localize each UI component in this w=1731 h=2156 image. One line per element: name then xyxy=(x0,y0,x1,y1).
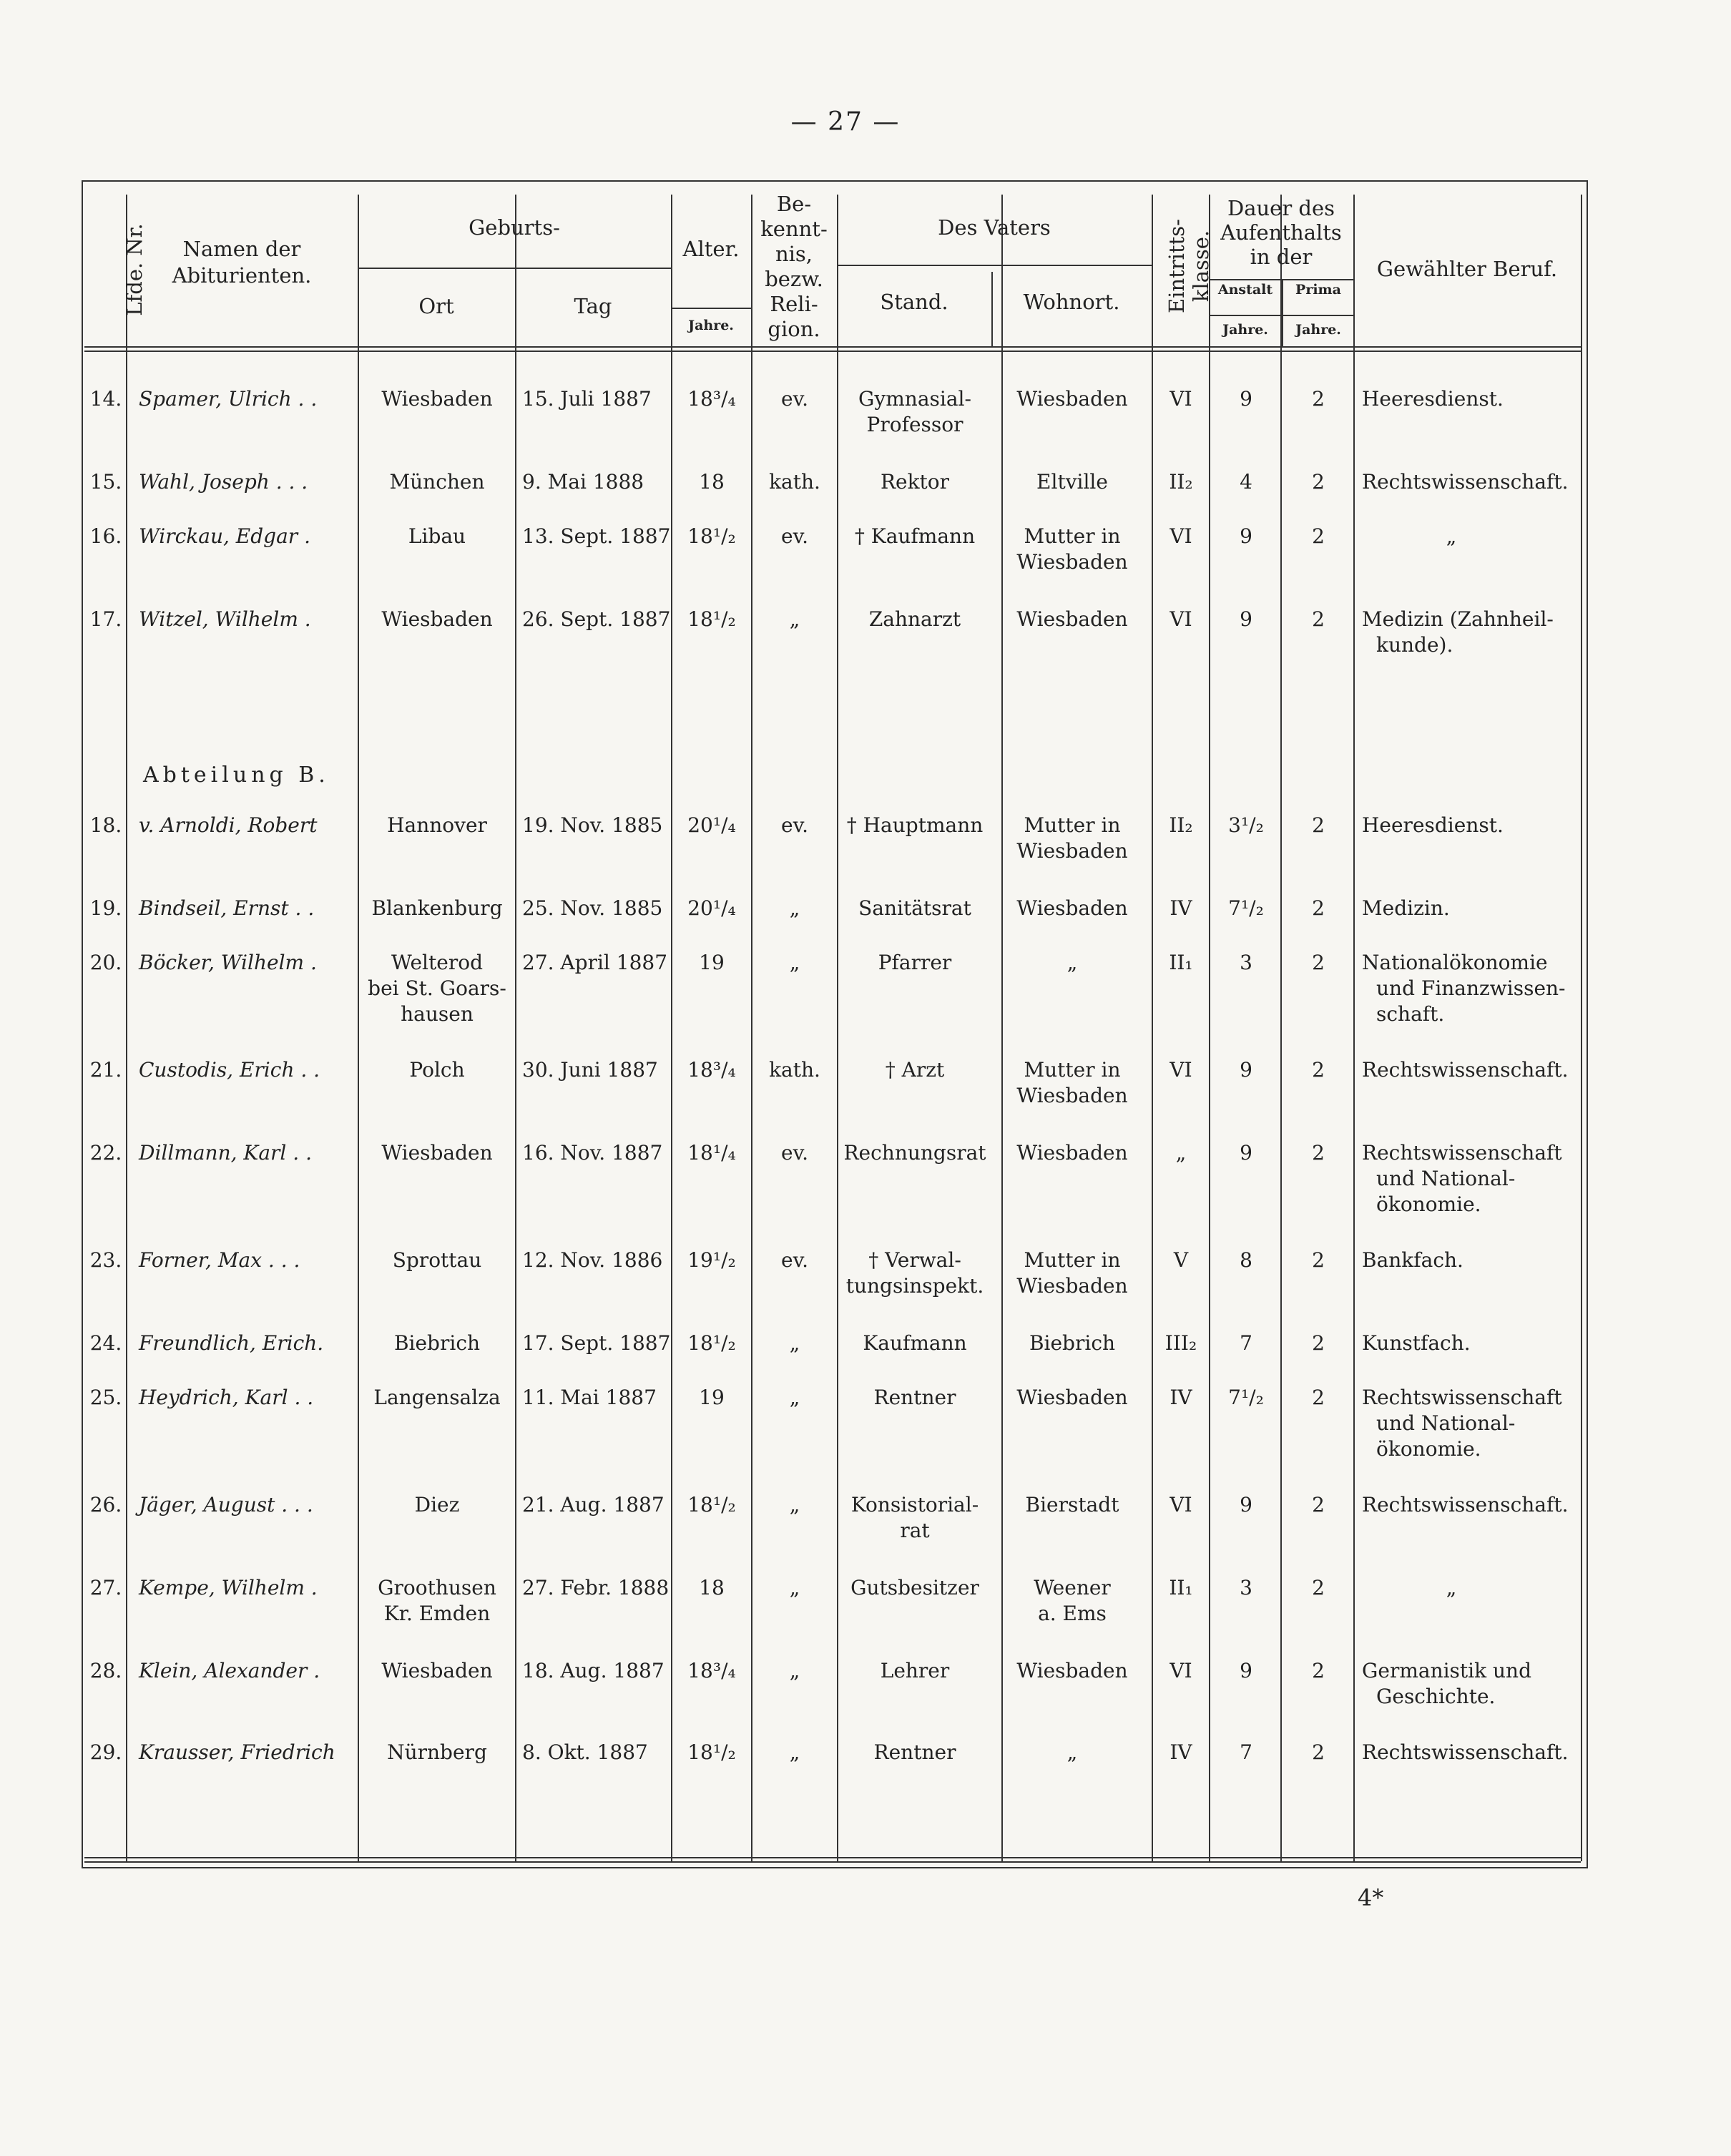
father-stand: † Arzt xyxy=(885,1058,945,1082)
religion: ev. xyxy=(781,813,808,837)
header-dauer-aufenthalt: Dauer des Aufenthalts in der xyxy=(1220,196,1342,269)
header-rule xyxy=(671,308,751,309)
religion: ev. xyxy=(781,387,808,411)
chosen-profession: Rechtswissenschaft. xyxy=(1362,1493,1569,1516)
years-anstalt: 9 xyxy=(1240,607,1252,631)
birth-date: 25. Nov. 1885 xyxy=(522,896,663,920)
birth-place: Diez xyxy=(414,1493,460,1516)
header-rule xyxy=(358,268,671,269)
father-stand: † Hauptmann xyxy=(846,813,984,837)
father-stand: Pfarrer xyxy=(878,951,952,974)
birth-date: 21. Aug. 1887 xyxy=(522,1493,665,1516)
religion: kath. xyxy=(769,1058,820,1082)
years-prima: 2 xyxy=(1312,1576,1325,1599)
birth-date: 12. Nov. 1886 xyxy=(522,1248,663,1272)
abiturient-name: Freundlich, Erich. xyxy=(139,1331,324,1355)
chosen-profession: Germanistik und Geschichte. xyxy=(1362,1659,1531,1708)
footer-signature-mark: 4* xyxy=(1358,1884,1384,1911)
chosen-profession: Rechtswissenschaft und National- ökonomie. xyxy=(1362,1386,1562,1461)
religion: „ xyxy=(789,951,800,974)
entry-class: II₂ xyxy=(1169,470,1193,494)
birth-place: Wiesbaden xyxy=(381,607,493,631)
age: 18¹/₂ xyxy=(687,1740,736,1764)
age: 19 xyxy=(699,951,725,974)
chosen-profession: Rechtswissenschaft und National- ökonomie. xyxy=(1362,1141,1562,1216)
religion: „ xyxy=(789,1576,800,1599)
column-rule xyxy=(1280,195,1282,1861)
entry-class: „ xyxy=(1175,1141,1187,1165)
years-prima: 2 xyxy=(1312,1740,1325,1764)
age: 18¹/₄ xyxy=(687,1141,736,1165)
birth-place: Biebrich xyxy=(393,1331,481,1355)
father-wohnort: Wiesbaden xyxy=(1016,607,1128,631)
header-stand: Stand. xyxy=(880,290,948,314)
birth-date: 16. Nov. 1887 xyxy=(522,1141,663,1165)
father-wohnort: Mutter in Wiesbaden xyxy=(1016,524,1128,574)
entry-class: V xyxy=(1173,1248,1189,1272)
table-right-rule xyxy=(1581,195,1582,1861)
entry-class: VI xyxy=(1169,387,1192,411)
row-number: 28. xyxy=(89,1659,122,1682)
abiturient-name: Wahl, Joseph . . . xyxy=(139,470,308,494)
age: 19¹/₂ xyxy=(687,1248,736,1272)
birth-place: Wiesbaden xyxy=(381,1659,493,1682)
years-anstalt: 9 xyxy=(1240,387,1252,411)
birth-place: Sprottau xyxy=(392,1248,482,1272)
father-wohnort: Mutter in Wiesbaden xyxy=(1016,1248,1128,1298)
row-number: 21. xyxy=(89,1058,122,1082)
birth-date: 8. Okt. 1887 xyxy=(522,1740,648,1764)
years-anstalt: 4 xyxy=(1240,470,1252,494)
chosen-profession: Rechtswissenschaft. xyxy=(1362,470,1569,494)
religion: „ xyxy=(789,1740,800,1764)
years-anstalt: 7 xyxy=(1240,1331,1252,1355)
father-stand: † Kaufmann xyxy=(854,524,976,548)
row-number: 17. xyxy=(89,607,122,631)
father-stand: Kaufmann xyxy=(863,1331,967,1355)
row-number: 18. xyxy=(89,813,122,837)
age: 18¹/₂ xyxy=(687,1493,736,1516)
years-prima: 2 xyxy=(1312,1058,1325,1082)
religion: „ xyxy=(789,1493,800,1516)
religion: kath. xyxy=(769,470,820,494)
birth-date: 18. Aug. 1887 xyxy=(522,1659,665,1682)
age: 18¹/₂ xyxy=(687,524,736,548)
row-number: 22. xyxy=(89,1141,122,1165)
chosen-profession: Heeresdienst. xyxy=(1362,813,1504,837)
chosen-profession: Bankfach. xyxy=(1362,1248,1463,1272)
row-number: 26. xyxy=(89,1493,122,1516)
abiturient-name: Spamer, Ulrich . . xyxy=(139,387,318,411)
row-number: 24. xyxy=(89,1331,122,1355)
abiturient-name: Bindseil, Ernst . . xyxy=(139,896,315,920)
row-number: 29. xyxy=(89,1740,122,1764)
row-number: 19. xyxy=(89,896,122,920)
age: 20¹/₄ xyxy=(687,813,736,837)
abiturient-name: Kempe, Wilhelm . xyxy=(139,1576,318,1599)
entry-class: VI xyxy=(1169,1659,1192,1682)
row-number: 16. xyxy=(89,524,122,548)
father-wohnort: Bierstadt xyxy=(1025,1493,1119,1516)
age: 18³/₄ xyxy=(687,1659,736,1682)
entry-class: VI xyxy=(1169,607,1192,631)
birth-place: Wiesbaden xyxy=(381,387,493,411)
entry-class: VI xyxy=(1169,524,1192,548)
age: 18³/₄ xyxy=(687,1058,736,1082)
entry-class: III₂ xyxy=(1164,1331,1197,1355)
years-anstalt: 9 xyxy=(1240,1493,1252,1516)
column-rule xyxy=(837,195,838,1861)
page-number: — 27 — xyxy=(790,107,901,137)
column-rule xyxy=(1209,195,1210,1861)
years-prima: 2 xyxy=(1312,951,1325,974)
abiturient-name: Witzel, Wilhelm . xyxy=(139,607,311,631)
years-anstalt: 7¹/₂ xyxy=(1228,896,1264,920)
years-prima: 2 xyxy=(1312,1493,1325,1516)
column-rule xyxy=(751,195,752,1861)
age: 18¹/₂ xyxy=(687,1331,736,1355)
birth-place: Libau xyxy=(408,524,466,548)
abiturient-name: Krausser, Friedrich xyxy=(139,1740,335,1764)
father-wohnort: Wiesbaden xyxy=(1016,1386,1128,1409)
years-anstalt: 9 xyxy=(1240,1659,1252,1682)
years-prima: 2 xyxy=(1312,607,1325,631)
header-prima-jahre: Jahre. xyxy=(1295,322,1341,338)
years-prima: 2 xyxy=(1312,1659,1325,1682)
table-bottom-rule xyxy=(84,1861,1581,1863)
abiturienten-table xyxy=(83,183,1585,1867)
birth-place: Nürnberg xyxy=(387,1740,487,1764)
years-anstalt: 3 xyxy=(1240,951,1252,974)
header-bottom-rule xyxy=(84,346,1581,348)
birth-date: 19. Nov. 1885 xyxy=(522,813,663,837)
age: 18 xyxy=(699,1576,725,1599)
father-wohnort: Wiesbaden xyxy=(1016,896,1128,920)
age: 18¹/₂ xyxy=(687,607,736,631)
birth-place: Polch xyxy=(409,1058,465,1082)
years-anstalt: 7¹/₂ xyxy=(1228,1386,1264,1409)
birth-date: 30. Juni 1887 xyxy=(522,1058,658,1082)
abiturient-name: Forner, Max . . . xyxy=(139,1248,300,1272)
religion: „ xyxy=(789,607,800,631)
header-anstalt: Anstalt xyxy=(1217,282,1273,298)
father-wohnort: Eltville xyxy=(1036,470,1108,494)
entry-class: II₁ xyxy=(1169,1576,1193,1599)
row-number: 14. xyxy=(89,387,122,411)
header-gewaehlter-beruf: Gewählter Beruf. xyxy=(1376,257,1558,281)
chosen-profession: Heeresdienst. xyxy=(1362,387,1504,411)
father-wohnort: Wiesbaden xyxy=(1016,1659,1128,1682)
father-wohnort: Wiesbaden xyxy=(1016,387,1128,411)
row-number: 20. xyxy=(89,951,122,974)
years-anstalt: 9 xyxy=(1240,1058,1252,1082)
father-stand: Zahnarzt xyxy=(868,607,961,631)
father-wohnort: „ xyxy=(1066,951,1078,974)
header-rule xyxy=(837,265,1152,266)
age: 18 xyxy=(699,470,725,494)
father-stand: Konsistorial- rat xyxy=(850,1493,979,1542)
header-alter: Alter. xyxy=(682,237,740,261)
father-wohnort: Mutter in Wiesbaden xyxy=(1016,813,1128,863)
religion: „ xyxy=(789,1386,800,1409)
chosen-profession: Rechtswissenschaft. xyxy=(1362,1058,1569,1082)
birth-date: 15. Juli 1887 xyxy=(522,387,652,411)
header-anstalt-jahre: Jahre. xyxy=(1222,322,1268,338)
years-prima: 2 xyxy=(1312,387,1325,411)
religion: „ xyxy=(789,1659,800,1682)
row-number: 25. xyxy=(89,1386,122,1409)
years-anstalt: 8 xyxy=(1240,1248,1252,1272)
years-anstalt: 7 xyxy=(1240,1740,1252,1764)
chosen-profession: Medizin (Zahnheil- kunde). xyxy=(1362,607,1554,657)
header-namen: Namen der Abiturienten. xyxy=(172,237,312,288)
father-stand: Sanitätsrat xyxy=(858,896,971,920)
religion: ev. xyxy=(781,524,808,548)
years-anstalt: 3 xyxy=(1240,1576,1252,1599)
father-stand: Gymnasial- Professor xyxy=(858,387,971,436)
chosen-profession: Rechtswissenschaft. xyxy=(1362,1740,1569,1764)
father-stand: Rektor xyxy=(880,470,950,494)
years-prima: 2 xyxy=(1312,1141,1325,1165)
father-stand: Rechnungsrat xyxy=(843,1141,986,1165)
father-wohnort: Weener a. Ems xyxy=(1034,1576,1111,1625)
table-bottom-rule xyxy=(84,1857,1581,1858)
religion: ev. xyxy=(781,1248,808,1272)
years-prima: 2 xyxy=(1312,896,1325,920)
chosen-profession: Nationalökonomie und Finanzwissen- schaft. xyxy=(1362,951,1566,1026)
father-stand: Rentner xyxy=(873,1386,956,1409)
father-stand: Lehrer xyxy=(880,1659,950,1682)
chosen-profession: Kunstfach. xyxy=(1362,1331,1471,1355)
column-rule xyxy=(515,195,516,1861)
birth-date: 26. Sept. 1887 xyxy=(522,607,671,631)
father-wohnort: „ xyxy=(1066,1740,1078,1764)
birth-date: 9. Mai 1888 xyxy=(522,470,644,494)
header-wohnort: Wohnort. xyxy=(1023,290,1120,314)
religion: „ xyxy=(789,1331,800,1355)
birth-place: Langensalza xyxy=(373,1386,501,1409)
years-prima: 2 xyxy=(1312,813,1325,837)
entry-class: IV xyxy=(1169,1386,1192,1409)
section-label-abteilung-b: Abteilung B. xyxy=(143,763,330,788)
birth-date: 27. Febr. 1888 xyxy=(522,1576,670,1599)
years-prima: 2 xyxy=(1312,1248,1325,1272)
years-prima: 2 xyxy=(1312,1386,1325,1409)
father-stand: † Verwal- tungsinspekt. xyxy=(845,1248,984,1298)
entry-class: IV xyxy=(1169,896,1192,920)
header-bottom-rule xyxy=(84,351,1581,352)
father-wohnort: Biebrich xyxy=(1029,1331,1116,1355)
header-bekenntnis: Be- kennt- nis, bezw. Reli- gion. xyxy=(760,192,828,341)
header-eintrittsklasse: Eintritts- klasse. xyxy=(1164,219,1213,313)
abiturient-name: Heydrich, Karl . . xyxy=(139,1386,314,1409)
row-number: 23. xyxy=(89,1248,122,1272)
abiturient-name: Jäger, August . . . xyxy=(139,1493,313,1516)
birth-date: 11. Mai 1887 xyxy=(522,1386,657,1409)
column-rule xyxy=(1152,195,1153,1861)
birth-date: 27. April 1887 xyxy=(522,951,668,974)
years-prima: 2 xyxy=(1312,470,1325,494)
abiturient-name: Dillmann, Karl . . xyxy=(139,1141,312,1165)
abiturient-name: v. Arnoldi, Robert xyxy=(139,813,318,837)
chosen-profession: „ xyxy=(1446,524,1457,548)
father-wohnort: Mutter in Wiesbaden xyxy=(1016,1058,1128,1107)
birth-date: 13. Sept. 1887 xyxy=(522,524,671,548)
chosen-profession: Medizin. xyxy=(1362,896,1450,920)
birth-date: 17. Sept. 1887 xyxy=(522,1331,671,1355)
header-geburts: Geburts- xyxy=(469,215,560,240)
abiturient-name: Custodis, Erich . . xyxy=(139,1058,320,1082)
column-rule xyxy=(671,195,672,1861)
age: 20¹/₄ xyxy=(687,896,736,920)
chosen-profession: „ xyxy=(1446,1576,1457,1599)
entry-class: IV xyxy=(1169,1740,1192,1764)
father-stand: Gutsbesitzer xyxy=(850,1576,979,1599)
religion: „ xyxy=(789,896,800,920)
age: 18³/₄ xyxy=(687,387,736,411)
years-prima: 2 xyxy=(1312,524,1325,548)
header-ort: Ort xyxy=(418,294,454,318)
entry-class: VI xyxy=(1169,1493,1192,1516)
birth-place: Wiesbaden xyxy=(381,1141,493,1165)
birth-place: Hannover xyxy=(387,813,487,837)
abiturient-name: Wirckau, Edgar . xyxy=(139,524,310,548)
years-anstalt: 9 xyxy=(1240,524,1252,548)
abiturient-name: Böcker, Wilhelm . xyxy=(139,951,317,974)
years-anstalt: 3¹/₂ xyxy=(1228,813,1264,837)
years-prima: 2 xyxy=(1312,1331,1325,1355)
birth-place: München xyxy=(389,470,485,494)
religion: ev. xyxy=(781,1141,808,1165)
age: 19 xyxy=(699,1386,725,1409)
entry-class: II₂ xyxy=(1169,813,1193,837)
row-number: 15. xyxy=(89,470,122,494)
abiturient-name: Klein, Alexander . xyxy=(139,1659,320,1682)
header-prima: Prima xyxy=(1295,282,1341,298)
column-rule xyxy=(1353,195,1355,1861)
header-rule xyxy=(1209,315,1353,316)
row-number: 27. xyxy=(89,1576,122,1599)
header-lfde-nr: Lfde. Nr. xyxy=(122,223,147,316)
birth-place: Groothusen Kr. Emden xyxy=(378,1576,496,1625)
father-wohnort: Wiesbaden xyxy=(1016,1141,1128,1165)
birth-place: Blankenburg xyxy=(371,896,503,920)
column-rule xyxy=(126,195,127,1861)
entry-class: VI xyxy=(1169,1058,1192,1082)
header-rule xyxy=(1209,279,1353,280)
header-des-vaters: Des Vaters xyxy=(938,215,1051,240)
father-stand: Rentner xyxy=(873,1740,956,1764)
years-anstalt: 9 xyxy=(1240,1141,1252,1165)
birth-place: Welterod bei St. Goars- hausen xyxy=(368,951,506,1026)
header-jahre: Jahre. xyxy=(688,318,734,333)
header-tag: Tag xyxy=(574,294,612,318)
entry-class: II₁ xyxy=(1169,951,1193,974)
